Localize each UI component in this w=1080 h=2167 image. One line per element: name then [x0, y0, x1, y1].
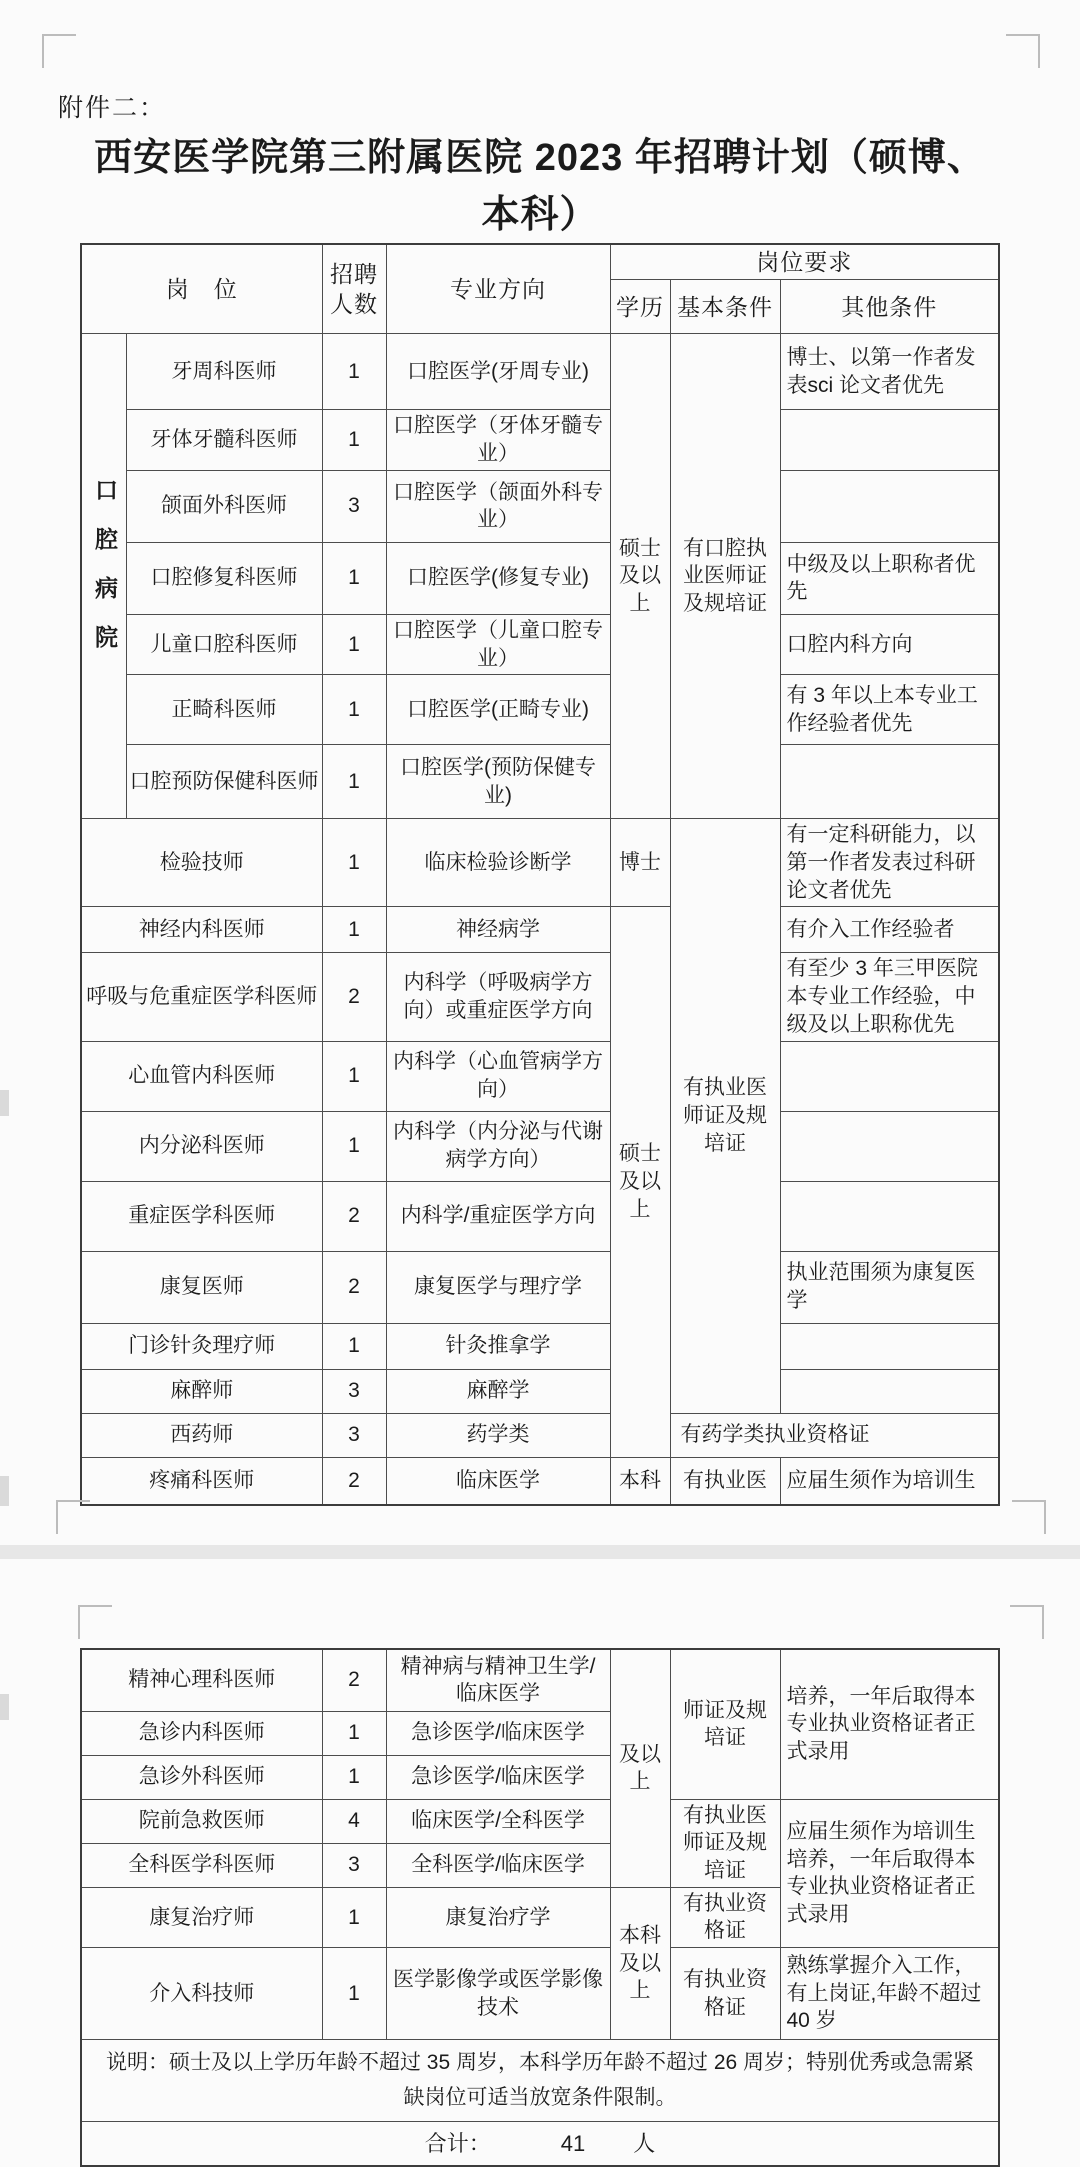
major-cell: 临床检验诊断学	[386, 819, 610, 907]
post-cell: 心血管内科医师	[81, 1041, 322, 1111]
major-cell: 急诊医学/临床医学	[386, 1755, 610, 1799]
table-row	[81, 1041, 999, 1111]
crop-mark	[1010, 1605, 1044, 1639]
table-row	[81, 334, 999, 410]
header-major: 专业方向	[386, 244, 610, 334]
major-cell: 口腔医学(正畸专业)	[386, 675, 610, 745]
count-cell: 1	[322, 675, 386, 745]
other-condition-cell: 应届生须作为培训生培养，一年后取得本专业执业资格证者正式录用	[780, 1799, 999, 1948]
major-cell: 针灸推拿学	[386, 1323, 610, 1369]
count-cell: 1	[322, 907, 386, 953]
header-basic-condition: 基本条件	[670, 280, 780, 334]
table-row	[81, 1413, 999, 1457]
table-row	[81, 542, 999, 614]
count-cell: 1	[322, 334, 386, 410]
basic-condition-cell: 有执业医	[670, 1457, 780, 1505]
major-cell: 内科学/重症医学方向	[386, 1181, 610, 1251]
count-cell: 2	[322, 953, 386, 1041]
other-condition-cell: 培养，一年后取得本专业执业资格证者正式录用	[780, 1649, 999, 1799]
page-title: 西安医学院第三附属医院 2023 年招聘计划（硕博、本科）	[94, 137, 986, 236]
group-label-text: 口腔病院	[92, 478, 118, 675]
other-condition-cell-empty	[780, 410, 999, 470]
post-cell: 重症医学科医师	[81, 1181, 322, 1251]
basic-condition-cell: 有执业医师证及规培证	[670, 819, 780, 1413]
count-cell: 1	[322, 1111, 386, 1181]
crop-mark	[56, 1500, 90, 1534]
table-row	[81, 1369, 999, 1413]
count-cell: 1	[322, 1041, 386, 1111]
count-cell: 1	[322, 745, 386, 819]
crop-mark	[1006, 34, 1040, 68]
post-cell: 牙周科医师	[126, 334, 322, 410]
recruitment-table-page2	[80, 1648, 1000, 2167]
post-cell: 康复医师	[81, 1251, 322, 1323]
total-label: 合计：	[424, 2131, 491, 2157]
major-cell: 口腔医学（牙体牙髓专业）	[386, 410, 610, 470]
post-cell: 颌面外科医师	[126, 470, 322, 542]
crop-mark	[42, 34, 76, 68]
count-cell: 4	[322, 1799, 386, 1843]
count-cell: 1	[322, 1711, 386, 1755]
table-row	[81, 1181, 999, 1251]
header-count: 招聘人数	[322, 244, 386, 334]
major-cell: 康复治疗学	[386, 1887, 610, 1947]
basic-condition-cell: 有口腔执业医师证及规培证	[670, 334, 780, 819]
group-label-oral-hospital	[81, 334, 126, 819]
count-cell: 2	[322, 1649, 386, 1711]
major-cell: 药学类	[386, 1413, 610, 1457]
basic-condition-cell: 有执业医师证及规培证	[670, 1799, 780, 1887]
count-cell: 1	[322, 410, 386, 470]
other-condition-cell: 应届生须作为培训生	[780, 1457, 999, 1505]
post-cell: 神经内科医师	[81, 907, 322, 953]
count-cell: 1	[322, 1887, 386, 1947]
major-cell: 全科医学/临床医学	[386, 1843, 610, 1887]
other-condition-cell: 熟练掌握介入工作，有上岗证,年龄不超过 40 岁	[780, 1948, 999, 2040]
post-cell: 儿童口腔科医师	[126, 614, 322, 674]
post-cell: 介入科技师	[81, 1948, 322, 2040]
other-condition-cell-empty	[780, 1111, 999, 1181]
count-cell: 3	[322, 470, 386, 542]
pharmacy-license-merged-cell: 有药学类执业资格证	[670, 1413, 999, 1457]
major-cell: 口腔医学(预防保健专业)	[386, 745, 610, 819]
major-cell: 医学影像学或医学影像技术	[386, 1948, 610, 2040]
post-cell: 内分泌科医师	[81, 1111, 322, 1181]
count-cell: 1	[322, 542, 386, 614]
count-cell: 1	[322, 819, 386, 907]
other-condition-cell: 博士、以第一作者发表sci 论文者优先	[780, 334, 999, 410]
post-cell: 口腔修复科医师	[126, 542, 322, 614]
total-row	[81, 2122, 999, 2166]
post-cell: 院前急救医师	[81, 1799, 322, 1843]
count-cell: 1	[322, 1755, 386, 1799]
post-cell: 呼吸与危重症医学科医师	[81, 953, 322, 1041]
other-condition-cell-empty	[780, 470, 999, 542]
count-cell: 3	[322, 1413, 386, 1457]
major-cell: 神经病学	[386, 907, 610, 953]
other-condition-cell-empty	[780, 1041, 999, 1111]
other-condition-cell-empty	[780, 745, 999, 819]
other-condition-cell-empty	[780, 1323, 999, 1369]
post-cell: 康复治疗师	[81, 1887, 322, 1947]
count-cell: 3	[322, 1369, 386, 1413]
major-cell: 康复医学与理疗学	[386, 1251, 610, 1323]
table-row	[81, 745, 999, 819]
table-row	[81, 470, 999, 542]
total-value: 41	[560, 2131, 586, 2157]
count-cell: 1	[322, 614, 386, 674]
other-condition-cell-empty	[780, 1369, 999, 1413]
post-cell: 口腔预防保健科医师	[126, 745, 322, 819]
scan-artifact	[0, 1090, 9, 1116]
attachment-label: 附件二：	[58, 94, 167, 122]
major-cell: 临床医学	[386, 1457, 610, 1505]
other-condition-cell: 有 3 年以上本专业工作经验者优先	[780, 675, 999, 745]
major-cell: 口腔医学(牙周专业)	[386, 334, 610, 410]
table-row	[81, 675, 999, 745]
post-cell: 西药师	[81, 1413, 322, 1457]
post-cell: 全科医学科医师	[81, 1843, 322, 1887]
major-cell: 口腔医学（颌面外科专业）	[386, 470, 610, 542]
major-cell: 麻醉学	[386, 1369, 610, 1413]
other-condition-cell: 执业范围须为康复医学	[780, 1251, 999, 1323]
table-row	[81, 1251, 999, 1323]
count-cell: 2	[322, 1181, 386, 1251]
header-education: 学历	[610, 280, 670, 334]
education-cell: 本科及以上	[610, 1887, 670, 2039]
major-cell: 口腔医学（儿童口腔专业）	[386, 614, 610, 674]
post-cell: 牙体牙髓科医师	[126, 410, 322, 470]
total-cell	[81, 2122, 999, 2166]
table-row	[81, 1948, 999, 2040]
major-cell: 内科学（心血管病学方向）	[386, 1041, 610, 1111]
other-condition-cell: 有一定科研能力，以第一作者发表过科研论文者优先	[780, 819, 999, 907]
table-row	[81, 1799, 999, 1843]
major-cell: 内科学（呼吸病学方向）或重症医学方向	[386, 953, 610, 1041]
page-separator	[0, 1545, 1080, 1559]
education-cell: 博士	[610, 819, 670, 907]
major-cell: 临床医学/全科医学	[386, 1799, 610, 1843]
basic-condition-cell: 有执业资格证	[670, 1887, 780, 1947]
post-cell: 急诊内科医师	[81, 1711, 322, 1755]
count-cell: 1	[322, 1948, 386, 2040]
other-condition-cell: 有介入工作经验者	[780, 907, 999, 953]
post-cell: 门诊针灸理疗师	[81, 1323, 322, 1369]
crop-mark	[78, 1605, 112, 1639]
other-condition-cell: 口腔内科方向	[780, 614, 999, 674]
table-row	[81, 410, 999, 470]
table-row	[81, 614, 999, 674]
header-other-condition: 其他条件	[780, 280, 999, 334]
count-cell: 2	[322, 1251, 386, 1323]
post-cell: 急诊外科医师	[81, 1755, 322, 1799]
education-cell: 硕士及以上	[610, 334, 670, 819]
education-cell: 及以上	[610, 1649, 670, 1887]
table-row	[81, 1649, 999, 1711]
table-row	[81, 907, 999, 953]
post-cell: 检验技师	[81, 819, 322, 907]
other-condition-cell: 有至少 3 年三甲医院本专业工作经验，中级及以上职称优先	[780, 953, 999, 1041]
notes-row	[81, 2040, 999, 2122]
table-row	[81, 1323, 999, 1369]
count-cell: 1	[322, 1323, 386, 1369]
notes-text: 说明：硕士及以上学历年龄不超过 35 周岁，本科学历年龄不超过 26 周岁；特别优秀或急需紧缺岗位可适当放宽条件限制。	[81, 2040, 999, 2122]
table-row	[81, 1457, 999, 1505]
count-cell: 3	[322, 1843, 386, 1887]
scan-artifact	[0, 1694, 9, 1720]
header-post: 岗 位	[81, 244, 322, 334]
major-cell: 精神病与精神卫生学/临床医学	[386, 1649, 610, 1711]
post-cell: 精神心理科医师	[81, 1649, 322, 1711]
table-header-row-1	[81, 244, 999, 280]
scan-artifact	[0, 1476, 9, 1506]
basic-condition-cell: 师证及规培证	[670, 1649, 780, 1799]
basic-condition-cell: 有执业资格证	[670, 1948, 780, 2040]
crop-mark	[1012, 1500, 1046, 1534]
total-unit: 人	[633, 2131, 656, 2157]
major-cell: 口腔医学(修复专业)	[386, 542, 610, 614]
post-cell: 麻醉师	[81, 1369, 322, 1413]
other-condition-cell-empty	[780, 1181, 999, 1251]
header-requirements: 岗位要求	[610, 244, 999, 280]
education-cell: 本科	[610, 1457, 670, 1505]
recruitment-table-page1	[80, 243, 1000, 1506]
table-row	[81, 953, 999, 1041]
education-cell: 硕士及以上	[610, 907, 670, 1457]
other-condition-cell: 中级及以上职称者优先	[780, 542, 999, 614]
count-cell: 2	[322, 1457, 386, 1505]
major-cell: 内科学（内分泌与代谢病学方向）	[386, 1111, 610, 1181]
major-cell: 急诊医学/临床医学	[386, 1711, 610, 1755]
table-row	[81, 1111, 999, 1181]
post-cell: 疼痛科医师	[81, 1457, 322, 1505]
table-row	[81, 819, 999, 907]
post-cell: 正畸科医师	[126, 675, 322, 745]
